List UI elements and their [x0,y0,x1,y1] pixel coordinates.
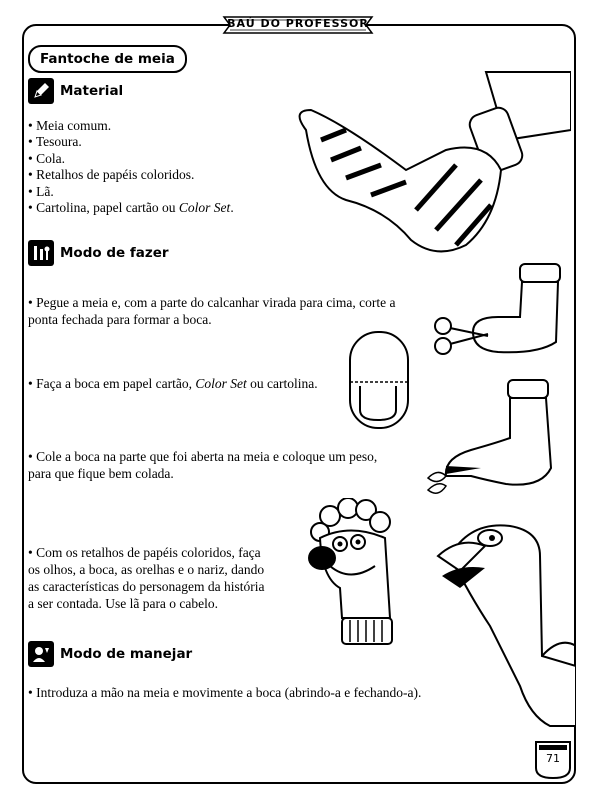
section-modo-fazer [28,240,169,266]
step-line: • Introduza a mão na meia e movimente a boca (abrindo-a e fechando-a). [28,685,422,700]
bird-puppet-illustration [430,516,576,738]
step-line: as características do personagem da história [28,579,265,594]
section-title-material: Material [60,83,124,99]
list-item [28,200,234,216]
brand-name-italic: Color Set [178,200,231,216]
page-number: 71 [546,752,560,765]
step-line: • Com os retalhos de papéis coloridos, faça [28,545,261,560]
step-text: • Faça a boca em papel cartão, [28,376,196,391]
list-item: • Retalhos de papéis coloridos. [28,167,195,183]
step-line: ponta fechada para formar a boca. [28,312,212,327]
list-item: • Lã. [28,183,54,199]
step-2 [28,375,318,392]
step-text-end: ou cartolina. [246,376,318,391]
step-line: • Cole a boca na parte que foi aberta na meia e coloque um peso, [28,449,378,464]
list-item-end: . [230,200,234,216]
step-line: para que fique bem colada. [28,466,174,481]
pencil-icon [28,78,54,104]
step-1 [28,294,396,328]
sock-with-scissors-illustration [428,262,568,362]
striped-sock-illustration [286,70,571,260]
brand-banner [220,11,376,39]
sock-with-mouth-illustration [426,378,568,500]
section-title-modo-fazer: Modo de fazer [60,245,169,261]
material-list [28,118,234,216]
section-material [28,78,123,104]
puppet-face-illustration [300,498,410,650]
brand-name-italic: Color Set [195,376,247,391]
step-line: a ser contada. Use lã para o cabelo. [28,596,219,611]
section-modo-manejar [28,641,192,667]
list-item: • Tesoura. [28,134,82,150]
tools-icon [28,240,54,266]
mouth-cutout-illustration [348,330,410,430]
step-line: os olhos, a boca, as orelhas e o nariz, dando [28,562,265,577]
step-line: • Pegue a meia e, com a parte do calcanhar virada para cima, corte a [28,295,396,310]
list-item: • Cola. [28,150,65,166]
list-item-text: • Cartolina, papel cartão ou [28,200,179,216]
manejar-step-1 [28,684,421,701]
step-3 [28,448,377,482]
brand-text: BAÚ DO PROFESSOR [227,17,369,30]
page-title: Fantoche de meia [28,45,187,73]
list-item: • Meia comum. [28,118,112,133]
page-number-badge [533,738,573,780]
step-4 [28,544,265,612]
section-title-modo-manejar: Modo de manejar [60,646,193,662]
person-icon [28,641,54,667]
